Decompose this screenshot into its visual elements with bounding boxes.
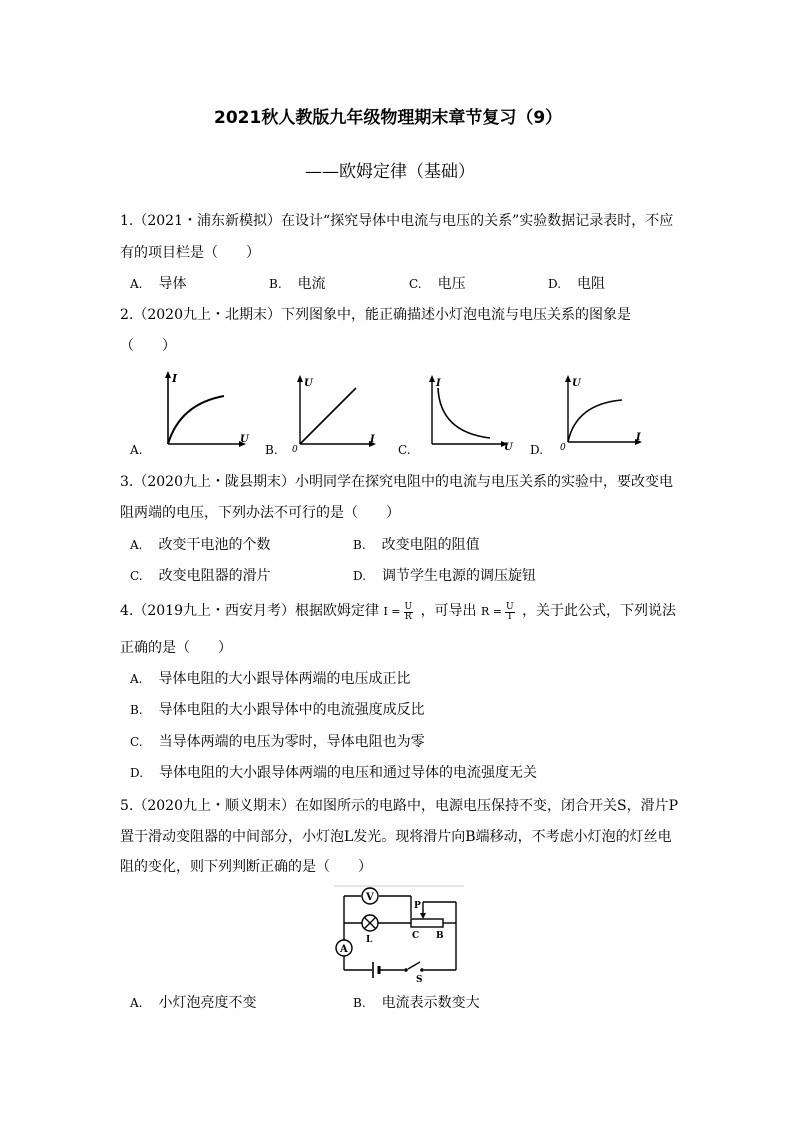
q5-option-a[interactable] bbox=[130, 993, 256, 1013]
voltmeter-label: V bbox=[366, 892, 374, 903]
q2-stem-line1: 2.（2020九上・北期末）下列图象中，能正确描述小灯泡电流与电压关系的图象是 bbox=[120, 307, 631, 323]
option-text: 当导体两端的电压为零时，导体电阻也为零 bbox=[158, 734, 425, 750]
numerator: U bbox=[404, 601, 413, 612]
slider-arrow-icon bbox=[420, 913, 426, 919]
page-title: 2021秋人教版九年级物理期末章节复习（9） bbox=[214, 108, 563, 128]
q4-stem-line1 bbox=[120, 601, 676, 622]
q3-stem-line1: 3.（2020九上・陇县期末）小明同学在探究电阻中的电流与电压关系的实验中，要改变电 bbox=[120, 474, 673, 490]
q5-stem-line1: 5.（2020九上・顺义期末）在如图所示的电路中，电源电压保持不变，闭合开关S，滑片P bbox=[120, 798, 678, 814]
q3-option-c[interactable] bbox=[130, 566, 271, 586]
option-letter: A. bbox=[130, 996, 143, 1010]
option-letter: B. bbox=[353, 538, 366, 552]
option-letter: D. bbox=[530, 443, 544, 457]
switch-label: S bbox=[416, 975, 423, 982]
option-letter: A. bbox=[130, 277, 143, 291]
option-letter: B. bbox=[353, 996, 366, 1010]
q5-stem-line2: 置于滑动变阻器的中间部分，小灯泡L发光。现将滑片向B端移动，不考虑小灯泡的灯丝电 bbox=[120, 829, 672, 845]
q3-option-b[interactable] bbox=[353, 535, 480, 555]
option-text: 改变干电池的个数 bbox=[158, 537, 271, 553]
option-letter: B. bbox=[269, 277, 282, 291]
q4-option-d[interactable] bbox=[130, 763, 537, 783]
q2-graph-a-yaxis-label: I bbox=[172, 372, 178, 385]
formula-ohm bbox=[383, 601, 416, 622]
option-text: 小灯泡亮度不变 bbox=[158, 995, 257, 1011]
q2-option-c[interactable] bbox=[398, 440, 411, 460]
q4-option-b[interactable] bbox=[130, 700, 425, 720]
ammeter-label: A bbox=[340, 944, 348, 955]
option-text: 改变电阻器的滑片 bbox=[158, 568, 271, 584]
q3-option-a[interactable] bbox=[130, 535, 270, 555]
q4-stem-mid: ，可导出 bbox=[420, 603, 477, 619]
option-letter: A. bbox=[130, 672, 143, 686]
rheostat-end-c: C bbox=[412, 931, 420, 941]
q2-graph-c-xaxis-label: U bbox=[504, 442, 513, 453]
option-letter: D. bbox=[353, 569, 367, 583]
q4-stem-line2: 正确的是（ ） bbox=[120, 640, 232, 656]
denominator: R bbox=[404, 611, 412, 622]
option-letter: D. bbox=[130, 766, 144, 780]
q3-option-d[interactable] bbox=[353, 566, 536, 586]
q2-graph-d[interactable] bbox=[552, 372, 652, 454]
q4-stem-post: ，关于此公式，下列说法 bbox=[522, 603, 677, 619]
option-text: 改变电阻的阻值 bbox=[381, 537, 480, 553]
rheostat-icon bbox=[411, 919, 443, 927]
option-text: 导体电阻的大小跟导体两端的电压和通过导体的电流强度无关 bbox=[159, 765, 538, 781]
q2-graph-b[interactable] bbox=[284, 372, 384, 454]
numerator: U bbox=[506, 601, 514, 612]
q2-stem-line2: （ ） bbox=[120, 338, 176, 354]
lamp-label: L bbox=[366, 935, 373, 945]
page-subtitle: ——欧姆定律（基础） bbox=[305, 162, 475, 182]
q2-option-a[interactable] bbox=[130, 440, 142, 460]
formula-lhs: R = bbox=[481, 605, 503, 618]
fraction bbox=[404, 603, 414, 622]
q2-option-d[interactable] bbox=[530, 440, 543, 460]
option-text: 电压 bbox=[437, 276, 466, 292]
option-text: 调节学生电源的调压旋钮 bbox=[382, 568, 537, 584]
option-text: 导体电阻的大小跟导体两端的电压成正比 bbox=[158, 671, 411, 687]
rheostat-end-b: B bbox=[436, 931, 444, 941]
option-text: 导体 bbox=[158, 276, 187, 292]
option-letter: B. bbox=[265, 443, 278, 457]
q1-option-b[interactable] bbox=[269, 274, 326, 294]
q5-option-b[interactable] bbox=[353, 993, 480, 1013]
option-text: 电流 bbox=[297, 276, 326, 292]
option-letter: A. bbox=[130, 538, 143, 552]
q2-option-b[interactable] bbox=[265, 440, 278, 460]
q2-graph-c[interactable] bbox=[418, 372, 518, 454]
q5-circuit-diagram bbox=[320, 882, 470, 982]
q2-graph-d-yaxis-label: U bbox=[572, 378, 581, 389]
q4-stem-pre: 4.（2019九上・西安月考）根据欧姆定律 bbox=[120, 603, 379, 619]
option-text: 导体电阻的大小跟导体中的电流强度成反比 bbox=[158, 702, 425, 718]
formula-resistance bbox=[481, 601, 518, 622]
q2-graph-a-xaxis-label: U bbox=[240, 434, 249, 445]
switch-icon bbox=[404, 968, 408, 972]
q2-graph-d-origin: 0 bbox=[560, 443, 566, 453]
q2-graph-b-origin: 0 bbox=[292, 445, 298, 454]
q2-graph-b-yaxis-label: U bbox=[304, 378, 313, 389]
formula-lhs: I = bbox=[383, 605, 401, 618]
option-letter: A. bbox=[130, 443, 143, 457]
q4-option-c[interactable] bbox=[130, 732, 425, 752]
option-letter: D. bbox=[548, 277, 562, 291]
denominator: I bbox=[508, 611, 512, 622]
option-letter: B. bbox=[130, 703, 143, 717]
slider-label: P bbox=[414, 901, 421, 911]
q5-stem-line3: 阻的变化，则下列判断正确的是（ ） bbox=[120, 859, 372, 875]
option-letter: C. bbox=[130, 569, 143, 583]
q1-stem-line1: 1.（2021・浦东新模拟）在设计“探究导体中电流与电压的关系”实验数据记录表时，不应 bbox=[120, 213, 674, 229]
option-letter: C. bbox=[409, 277, 422, 291]
switch-icon bbox=[420, 968, 424, 972]
option-text: 电阻 bbox=[577, 276, 606, 292]
switch-icon bbox=[408, 962, 420, 969]
q1-option-a[interactable] bbox=[130, 274, 186, 294]
q3-stem-line2: 阻两端的电压，下列办法不可行的是（ ） bbox=[120, 505, 400, 521]
option-text: 电流表示数变大 bbox=[381, 995, 480, 1011]
q2-graph-d-xaxis-label: I bbox=[636, 432, 641, 443]
fraction bbox=[505, 603, 515, 622]
q2-graph-c-yaxis-label: I bbox=[436, 378, 441, 389]
option-letter: C. bbox=[130, 735, 143, 749]
q2-graph-b-xaxis-label: I bbox=[370, 434, 375, 445]
q1-stem-line2: 有的项目栏是（ ） bbox=[120, 245, 260, 261]
option-letter: C. bbox=[398, 443, 411, 457]
q1-option-c[interactable] bbox=[409, 274, 466, 294]
q4-option-a[interactable] bbox=[130, 669, 410, 689]
q2-graph-a[interactable] bbox=[152, 368, 252, 450]
q1-option-d[interactable] bbox=[548, 274, 605, 294]
